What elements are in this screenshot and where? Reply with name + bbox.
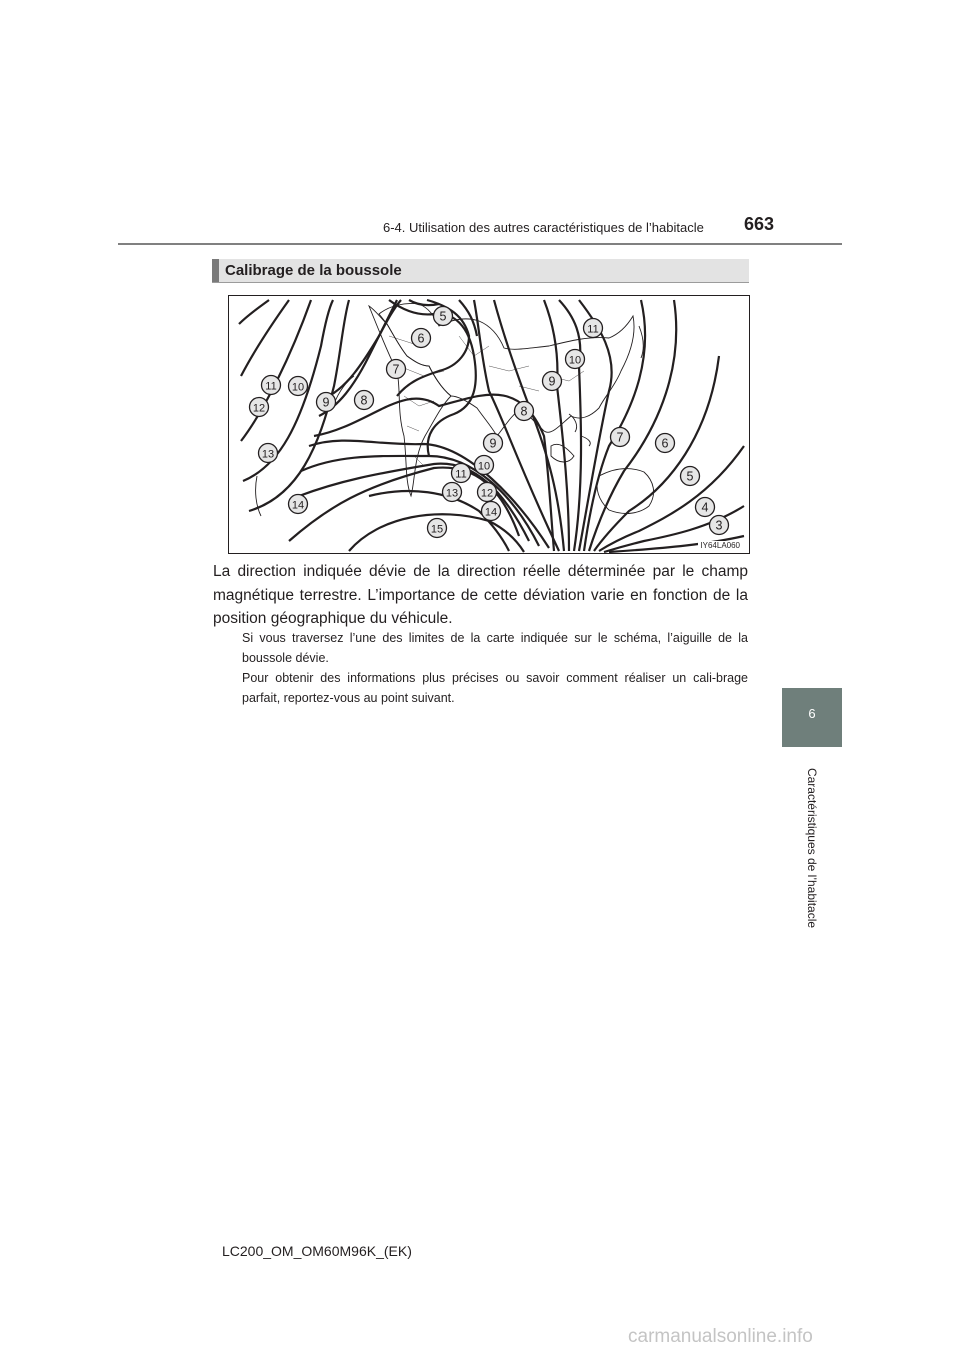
document-code: LC200_OM_OM60M96K_(EK) xyxy=(222,1243,412,1259)
page-number: 663 xyxy=(744,214,775,234)
zone-marker xyxy=(584,319,603,338)
zone-marker-label: 15 xyxy=(430,523,444,536)
zone-marker xyxy=(387,360,406,379)
zone-marker-label: 9 xyxy=(548,374,556,389)
zone-marker-label: 9 xyxy=(489,436,497,451)
zone-marker xyxy=(412,329,431,348)
zone-marker xyxy=(434,307,453,326)
zone-marker xyxy=(566,350,585,369)
zone-marker-label: 6 xyxy=(661,436,669,451)
zone-marker xyxy=(289,377,308,396)
zone-marker-label: 13 xyxy=(261,448,275,461)
zone-marker-label: 14 xyxy=(291,499,305,512)
zone-marker-label: 9 xyxy=(322,395,330,410)
zone-marker-label: 5 xyxy=(686,469,694,484)
zone-marker-label: 13 xyxy=(445,487,459,500)
zone-marker-label: 7 xyxy=(616,430,624,445)
zone-marker-label: 10 xyxy=(568,354,582,367)
zone-marker xyxy=(428,519,447,538)
zone-marker xyxy=(656,434,675,453)
note-calibration: Pour obtenir des informations plus précises ou savoir comment réaliser un cali-brage parfait, reportez-vous au point suivant. xyxy=(242,671,748,705)
chapter-tab-number: 6 xyxy=(808,706,816,721)
zone-marker xyxy=(475,456,494,475)
header-divider xyxy=(118,243,842,245)
magnetic-zone-map xyxy=(228,295,750,554)
zone-marker xyxy=(452,464,471,483)
zone-marker xyxy=(543,372,562,391)
zone-marker xyxy=(681,467,700,486)
note-map-boundary: Si vous traversez l’une des limites de la carte indiquée sur le schéma, l’aiguille de la boussole dévie. xyxy=(242,631,748,665)
zone-marker xyxy=(289,495,308,514)
zone-marker xyxy=(484,434,503,453)
zone-marker xyxy=(443,483,462,502)
zone-marker-label: 8 xyxy=(360,393,368,408)
zone-marker xyxy=(696,498,715,517)
zone-marker-label: 7 xyxy=(392,362,400,377)
header-section-title: 6-4. Utilisation des autres caractéristiques de l’habitacle xyxy=(383,220,704,235)
chapter-tab xyxy=(782,688,842,747)
zone-marker-label: 11 xyxy=(587,323,599,336)
zone-marker xyxy=(262,376,281,395)
body-paragraph: La direction indiquée dévie de la direction réelle déterminée par le champ magnétique terrestre. L’importance de cette déviation varie en fonction de la position géographique du véhicule. xyxy=(213,563,748,627)
zone-marker xyxy=(611,428,630,447)
zone-marker-label: 14 xyxy=(484,506,498,519)
section-heading-bar xyxy=(212,259,749,283)
zone-marker-label: 11 xyxy=(455,468,467,481)
zone-marker xyxy=(259,444,278,463)
section-heading-accent xyxy=(212,259,219,282)
zone-marker xyxy=(478,483,497,502)
zone-marker xyxy=(317,393,336,412)
zone-marker-label: 6 xyxy=(417,331,425,346)
zone-marker xyxy=(710,516,729,535)
zone-marker-label: 8 xyxy=(520,404,528,419)
zone-marker xyxy=(482,502,501,521)
section-title: Calibrage de la boussole xyxy=(225,262,402,279)
chapter-side-label: Caractéristiques de l’habitacle xyxy=(805,767,819,929)
zone-marker-label: 10 xyxy=(291,381,305,394)
zone-marker xyxy=(515,402,534,421)
zone-marker xyxy=(250,398,269,417)
zone-marker-label: 4 xyxy=(701,500,709,515)
map-illustration xyxy=(229,296,749,553)
watermark: carmanualsonline.info xyxy=(628,1326,813,1347)
figure-id: IY64LA060 xyxy=(700,541,740,550)
zone-marker-label: 12 xyxy=(252,402,266,415)
zone-marker-label: 11 xyxy=(265,380,277,393)
zone-marker-label: 3 xyxy=(715,518,723,533)
zone-marker-label: 10 xyxy=(477,460,491,473)
zone-marker xyxy=(355,391,374,410)
zone-marker-label: 5 xyxy=(439,309,447,324)
zone-marker-label: 12 xyxy=(480,487,494,500)
